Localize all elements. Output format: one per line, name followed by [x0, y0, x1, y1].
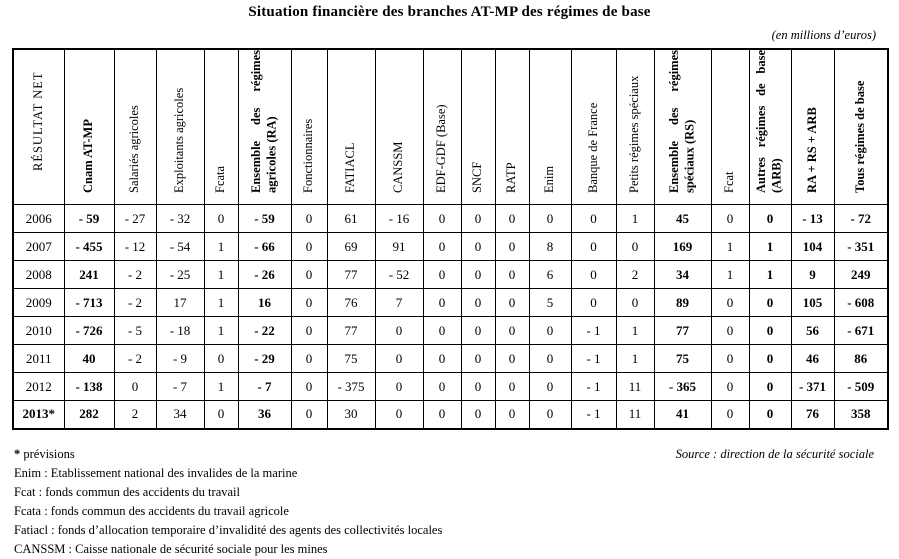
value-cell: 41 [654, 401, 711, 429]
value-cell: - 713 [64, 289, 114, 317]
column-header-0 [64, 49, 114, 205]
column-header-label: Exploitants agricoles [172, 87, 187, 193]
table-row-2010 [13, 317, 888, 345]
value-cell: 40 [64, 345, 114, 373]
value-cell: 2 [114, 401, 156, 429]
value-cell: 0 [423, 345, 461, 373]
column-header-7 [375, 49, 423, 205]
value-cell: 0 [461, 401, 495, 429]
column-header-17 [791, 49, 834, 205]
value-cell: 105 [791, 289, 834, 317]
column-header-label: RATP [504, 162, 519, 193]
glossary-enim: Enim : Etablissement national des invalides de la marine [14, 465, 298, 480]
value-cell: 1 [204, 373, 238, 401]
value-cell: 0 [495, 289, 529, 317]
value-cell: 56 [791, 317, 834, 345]
value-cell: 104 [791, 233, 834, 261]
column-header-label: Ensemble des régimes agricoles (RA) [248, 50, 279, 193]
value-cell: 0 [375, 401, 423, 429]
value-cell: 5 [529, 289, 571, 317]
value-cell: 0 [291, 205, 327, 233]
unit-note: (en millions d’euros) [771, 28, 876, 42]
value-cell: - 52 [375, 261, 423, 289]
footnote-source-row [14, 445, 874, 464]
page-title: Situation financière des branches AT-MP des régimes de base [248, 4, 651, 20]
table-row-2006 [13, 205, 888, 233]
column-header-14 [654, 49, 711, 205]
value-cell: 0 [204, 345, 238, 373]
value-cell: - 365 [654, 373, 711, 401]
column-header-1 [114, 49, 156, 205]
value-cell: 9 [791, 261, 834, 289]
value-cell: 0 [749, 289, 791, 317]
value-cell: 1 [616, 345, 654, 373]
value-cell: - 9 [156, 345, 204, 373]
value-cell: - 2 [114, 261, 156, 289]
column-header-label: Salariés agricoles [127, 105, 142, 193]
source-note: Source : direction de la sécurité sociale [675, 446, 874, 461]
value-cell: 0 [571, 205, 616, 233]
value-cell: 1 [204, 233, 238, 261]
value-cell: - 16 [375, 205, 423, 233]
value-cell: 0 [461, 261, 495, 289]
value-cell: - 375 [327, 373, 375, 401]
year-cell: 2006 [13, 205, 64, 233]
value-cell: 0 [749, 373, 791, 401]
value-cell: - 32 [156, 205, 204, 233]
value-cell: 0 [711, 289, 749, 317]
column-header-label: RA + RS + ARB [804, 107, 819, 193]
value-cell: 0 [375, 345, 423, 373]
value-cell: - 7 [156, 373, 204, 401]
value-cell: 8 [529, 233, 571, 261]
column-header-16 [749, 49, 791, 205]
value-cell: - 2 [114, 345, 156, 373]
value-cell: 0 [423, 373, 461, 401]
value-cell: 30 [327, 401, 375, 429]
value-cell: 77 [327, 261, 375, 289]
column-header-label: Cnam AT-MP [81, 119, 96, 193]
value-cell: 0 [291, 345, 327, 373]
glossary-fatiacl: Fatiacl : fonds d’allocation temporaire d’invalidité des agents des collectivités locales [14, 522, 443, 537]
value-cell: 1 [204, 261, 238, 289]
value-cell: 86 [834, 345, 888, 373]
value-cell: 11 [616, 401, 654, 429]
value-cell: - 29 [238, 345, 291, 373]
value-cell: - 726 [64, 317, 114, 345]
value-cell: 0 [495, 317, 529, 345]
value-cell: - 608 [834, 289, 888, 317]
header-row [13, 49, 888, 205]
value-cell: - 26 [238, 261, 291, 289]
value-cell: 0 [423, 233, 461, 261]
value-cell: 34 [654, 261, 711, 289]
column-header-6 [327, 49, 375, 205]
previsions-label: prévisions [23, 446, 75, 461]
column-header-2 [156, 49, 204, 205]
table-row-2011 [13, 345, 888, 373]
year-cell: 2008 [13, 261, 64, 289]
value-cell: 91 [375, 233, 423, 261]
value-cell: 0 [461, 205, 495, 233]
column-header-label: Banque de France [585, 102, 600, 193]
value-cell: 0 [423, 317, 461, 345]
value-cell: 0 [495, 205, 529, 233]
value-cell: 77 [654, 317, 711, 345]
footer [0, 445, 899, 559]
value-cell: 282 [64, 401, 114, 429]
value-cell: 75 [327, 345, 375, 373]
column-header-10 [495, 49, 529, 205]
value-cell: 16 [238, 289, 291, 317]
value-cell: - 1 [571, 373, 616, 401]
year-cell: 2011 [13, 345, 64, 373]
value-cell: 0 [423, 289, 461, 317]
value-cell: 1 [749, 233, 791, 261]
value-cell: - 59 [238, 205, 291, 233]
value-cell: - 25 [156, 261, 204, 289]
value-cell: 0 [495, 233, 529, 261]
value-cell: 0 [529, 345, 571, 373]
column-header-12 [571, 49, 616, 205]
value-cell: 0 [114, 373, 156, 401]
column-header-label: Autres régimes de base (ARB) [754, 50, 784, 193]
value-cell: 1 [749, 261, 791, 289]
value-cell: - 22 [238, 317, 291, 345]
value-cell: - 7 [238, 373, 291, 401]
value-cell: 0 [749, 317, 791, 345]
table-body [13, 205, 888, 429]
column-header-13 [616, 49, 654, 205]
atmp-results-table [12, 48, 889, 430]
column-header-8 [423, 49, 461, 205]
value-cell: 0 [749, 401, 791, 429]
value-cell: 0 [291, 317, 327, 345]
value-cell: - 371 [791, 373, 834, 401]
column-header-resultat-net [13, 49, 64, 205]
table-row-2007 [13, 233, 888, 261]
value-cell: 0 [711, 205, 749, 233]
value-cell: 0 [423, 261, 461, 289]
value-cell: 0 [204, 401, 238, 429]
value-cell: 0 [461, 289, 495, 317]
value-cell: 1 [616, 317, 654, 345]
value-cell: 0 [749, 205, 791, 233]
value-cell: - 18 [156, 317, 204, 345]
value-cell: - 1 [571, 317, 616, 345]
value-cell: 0 [423, 401, 461, 429]
value-cell: 0 [291, 289, 327, 317]
value-cell: - 351 [834, 233, 888, 261]
value-cell: 61 [327, 205, 375, 233]
value-cell: 0 [375, 317, 423, 345]
value-cell: - 12 [114, 233, 156, 261]
column-header-label: Fonctionnaires [301, 118, 316, 193]
value-cell: 0 [529, 205, 571, 233]
previsions-footnote [14, 445, 75, 464]
resultat-net-label: RÉSULTAT NET [30, 71, 45, 172]
column-header-label: Fcat [722, 171, 737, 193]
value-cell: 7 [375, 289, 423, 317]
value-cell: 69 [327, 233, 375, 261]
value-cell: 1 [616, 205, 654, 233]
value-cell: - 27 [114, 205, 156, 233]
value-cell: 0 [711, 317, 749, 345]
column-header-9 [461, 49, 495, 205]
column-header-label: SNCF [470, 161, 485, 193]
year-cell: 2012 [13, 373, 64, 401]
value-cell: 75 [654, 345, 711, 373]
value-cell: 0 [529, 401, 571, 429]
value-cell: 34 [156, 401, 204, 429]
value-cell: - 1 [571, 345, 616, 373]
value-cell: - 138 [64, 373, 114, 401]
value-cell: 17 [156, 289, 204, 317]
value-cell: 1 [204, 289, 238, 317]
value-cell: 0 [495, 401, 529, 429]
value-cell: 0 [616, 289, 654, 317]
value-cell: 249 [834, 261, 888, 289]
value-cell: 1 [711, 233, 749, 261]
value-cell: 241 [64, 261, 114, 289]
column-header-label: FATIACL [343, 142, 358, 193]
value-cell: 0 [495, 345, 529, 373]
column-header-label: Enim [542, 165, 557, 193]
year-cell: 2013* [13, 401, 64, 429]
value-cell: 0 [495, 261, 529, 289]
value-cell: 89 [654, 289, 711, 317]
glossary-fcata: Fcata : fonds commun des accidents du travail agricole [14, 503, 289, 518]
value-cell: 358 [834, 401, 888, 429]
value-cell: 76 [791, 401, 834, 429]
value-cell: 0 [711, 373, 749, 401]
value-cell: - 455 [64, 233, 114, 261]
value-cell: 0 [291, 401, 327, 429]
column-header-15 [711, 49, 749, 205]
column-header-5 [291, 49, 327, 205]
value-cell: 0 [571, 233, 616, 261]
table-row-2013 [13, 401, 888, 429]
value-cell: 0 [529, 317, 571, 345]
value-cell: 0 [571, 289, 616, 317]
value-cell: 76 [327, 289, 375, 317]
value-cell: 169 [654, 233, 711, 261]
value-cell: 0 [495, 373, 529, 401]
column-header-label: Tous régimes de base [852, 80, 867, 193]
table-row-2008 [13, 261, 888, 289]
value-cell: 0 [291, 261, 327, 289]
value-cell: 11 [616, 373, 654, 401]
value-cell: 0 [461, 373, 495, 401]
value-cell: - 1 [571, 401, 616, 429]
value-cell: 0 [204, 205, 238, 233]
value-cell: 1 [204, 317, 238, 345]
value-cell: 6 [529, 261, 571, 289]
value-cell: - 671 [834, 317, 888, 345]
value-cell: 77 [327, 317, 375, 345]
column-header-label: Ensemble des régimes spéciaux (RS) [666, 50, 697, 193]
table-row-2012 [13, 373, 888, 401]
glossary-fcat: Fcat : fonds commun des accidents du travail [14, 484, 240, 499]
year-cell: 2007 [13, 233, 64, 261]
year-cell: 2009 [13, 289, 64, 317]
column-header-label: Fcata [213, 165, 228, 193]
column-header-label: EDF-GDF (Base) [434, 104, 449, 193]
column-header-label: CANSSM [391, 141, 406, 193]
value-cell: 0 [711, 345, 749, 373]
column-header-label: Petits régimes spéciaux [627, 75, 642, 193]
value-cell: 0 [571, 261, 616, 289]
value-cell: 0 [616, 233, 654, 261]
value-cell: 0 [291, 233, 327, 261]
value-cell: 0 [461, 345, 495, 373]
value-cell: - 509 [834, 373, 888, 401]
value-cell: 0 [375, 373, 423, 401]
value-cell: - 59 [64, 205, 114, 233]
value-cell: 2 [616, 261, 654, 289]
value-cell: 46 [791, 345, 834, 373]
value-cell: - 13 [791, 205, 834, 233]
column-header-11 [529, 49, 571, 205]
value-cell: - 54 [156, 233, 204, 261]
table-row-2009 [13, 289, 888, 317]
value-cell: 1 [711, 261, 749, 289]
value-cell: 0 [291, 373, 327, 401]
value-cell: - 2 [114, 289, 156, 317]
value-cell: - 5 [114, 317, 156, 345]
value-cell: 0 [461, 233, 495, 261]
value-cell: 0 [529, 373, 571, 401]
value-cell: 0 [461, 317, 495, 345]
value-cell: 0 [749, 345, 791, 373]
value-cell: 45 [654, 205, 711, 233]
value-cell: 36 [238, 401, 291, 429]
column-header-4 [238, 49, 291, 205]
value-cell: 0 [711, 401, 749, 429]
glossary-canssm: CANSSM : Caisse nationale de sécurité sociale pour les mines [14, 541, 328, 556]
value-cell: - 72 [834, 205, 888, 233]
value-cell: 0 [423, 205, 461, 233]
column-header-3 [204, 49, 238, 205]
column-header-18 [834, 49, 888, 205]
value-cell: - 66 [238, 233, 291, 261]
year-cell: 2010 [13, 317, 64, 345]
asterisk-marker: * [14, 446, 21, 461]
